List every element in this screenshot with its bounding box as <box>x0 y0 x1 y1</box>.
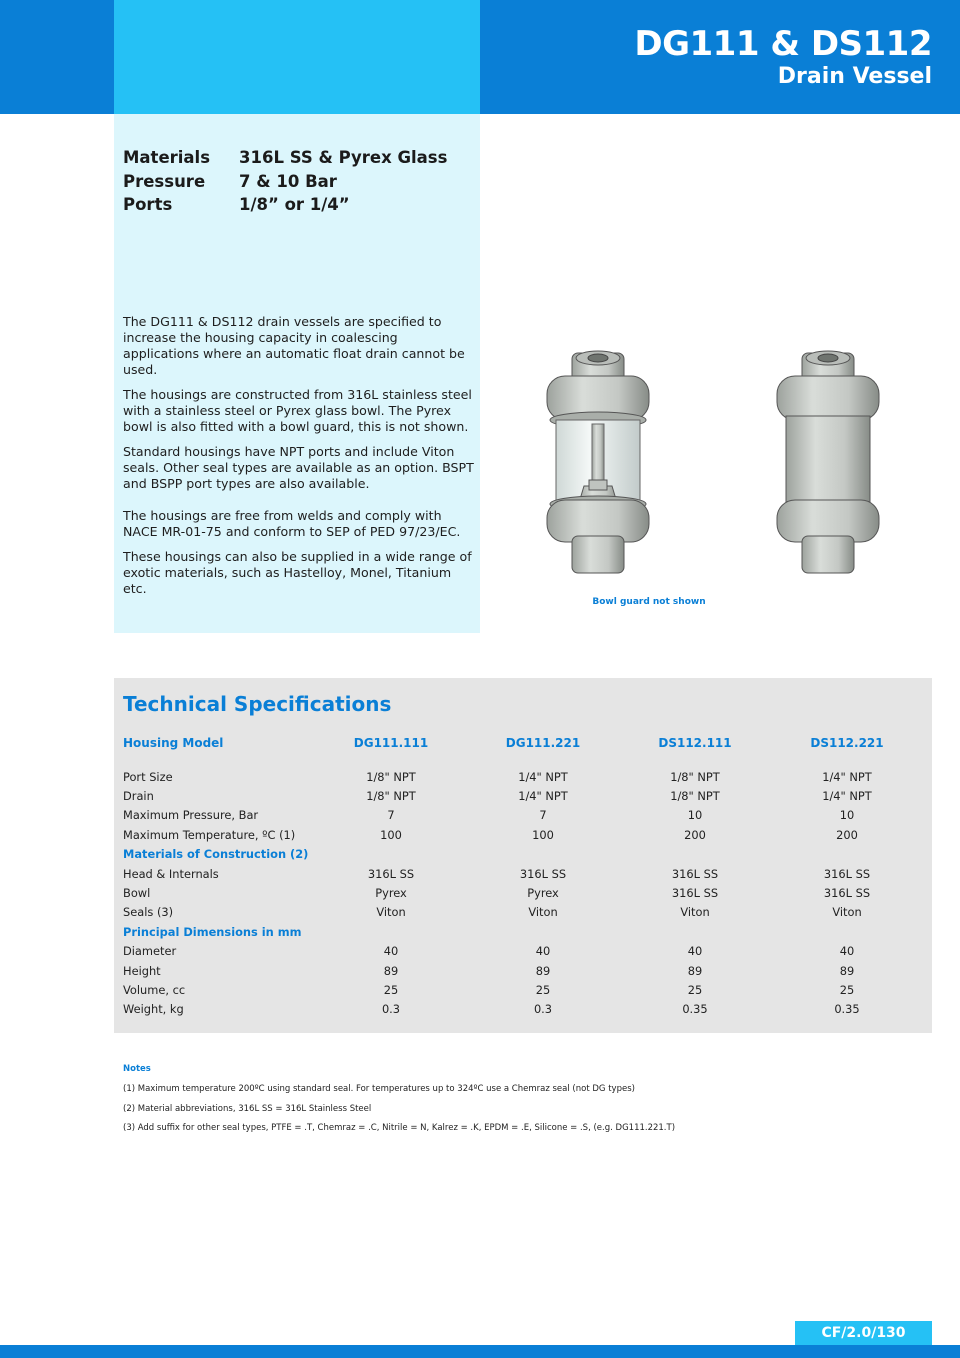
table-cell: 89 <box>687 963 703 978</box>
spec-row-materials <box>123 146 447 170</box>
table-cell: 316L SS <box>671 886 719 901</box>
spec-row-ports <box>123 193 447 217</box>
ds112-vessel-drawing <box>777 351 879 573</box>
table-row <box>123 942 923 961</box>
table-row <box>123 980 923 999</box>
header-band-light <box>114 0 480 114</box>
table-cell: 10 <box>839 808 855 823</box>
table-cell: 1/4" NPT <box>822 769 872 784</box>
table-cell: 316L SS <box>671 866 719 881</box>
column-header: DG111.111 <box>353 736 429 750</box>
note-item: (2) Material abbreviations, 316L SS = 316L Stainless Steel <box>123 1103 372 1114</box>
notes-title: Notes <box>123 1064 151 1074</box>
table-cell: Viton <box>528 905 558 920</box>
table-cell: 40 <box>383 944 399 959</box>
footer-bar <box>0 1345 960 1358</box>
row-label: Weight, kg <box>123 1002 184 1017</box>
table-cell: 10 <box>687 808 703 823</box>
table-cell: 89 <box>839 963 855 978</box>
intro-text <box>123 314 475 606</box>
notes <box>123 1064 923 1143</box>
spec-value: 316L SS & Pyrex Glass <box>239 148 448 167</box>
table-cell: Viton <box>832 905 862 920</box>
column-header: DG111.221 <box>505 736 581 750</box>
table-cell: 1/8" NPT <box>366 769 416 784</box>
table-cell: 316L SS <box>367 866 415 881</box>
tech-specs-table <box>123 733 923 1019</box>
table-cell: 0.3 <box>533 1002 553 1017</box>
key-specs <box>123 146 447 217</box>
spec-label: Pressure <box>123 171 206 191</box>
table-row <box>123 903 923 922</box>
table-cell: 40 <box>839 944 855 959</box>
table-cell: 1/8" NPT <box>670 789 720 804</box>
table-row <box>123 825 923 844</box>
table-cell: 1/4" NPT <box>518 769 568 784</box>
table-cell: Pyrex <box>375 886 407 901</box>
table-cell: 89 <box>383 963 399 978</box>
spec-row-pressure <box>123 170 447 194</box>
intro-paragraph: Standard housings have NPT ports and include Viton seals. Other seal types are available as an option. BSPT and BSPP port types are also available. <box>123 444 474 491</box>
table-cell: 25 <box>839 982 855 997</box>
spacer-row <box>123 753 923 767</box>
column-header: DS112.221 <box>810 736 884 750</box>
table-cell: 0.35 <box>834 1002 860 1017</box>
spec-label: Materials <box>123 148 211 167</box>
spec-value: 7 & 10 Bar <box>239 171 337 191</box>
materials-rows <box>123 864 923 922</box>
section-row-dimensions <box>123 922 923 941</box>
row-label: Maximum Pressure, Bar <box>123 808 259 823</box>
section-row-materials <box>123 845 923 864</box>
table-cell: 100 <box>532 827 554 842</box>
row-label: Bowl <box>123 886 151 901</box>
table-cell: 0.3 <box>381 1002 401 1017</box>
general-rows <box>123 767 923 845</box>
row-label: Head & Internals <box>123 866 219 881</box>
table-row <box>123 864 923 883</box>
table-cell: 100 <box>380 827 402 842</box>
table-cell: 25 <box>535 982 551 997</box>
product-illustration <box>530 340 900 585</box>
row-label: Diameter <box>123 944 177 959</box>
table-cell: Pyrex <box>527 886 559 901</box>
table-cell: 25 <box>687 982 703 997</box>
table-cell: 40 <box>687 944 703 959</box>
row-label: Volume, cc <box>123 982 186 997</box>
table-row <box>123 1000 923 1019</box>
dg111-vessel-drawing <box>547 351 649 573</box>
dimension-rows <box>123 942 923 1020</box>
row-label: Maximum Temperature, ºC (1) <box>123 827 296 842</box>
table-row <box>123 786 923 805</box>
table-cell: Viton <box>376 905 406 920</box>
intro-paragraph: The DG111 & DS112 drain vessels are specified to increase the housing capacity in coalescing applications where an automatic float drain cannot be used. <box>123 314 465 377</box>
table-cell: 7 <box>387 808 395 823</box>
table-cell: 0.35 <box>682 1002 708 1017</box>
table-cell: 316L SS <box>823 866 871 881</box>
table-cell: 1/8" NPT <box>366 789 416 804</box>
row-label: Seals (3) <box>123 905 174 920</box>
page-title: DG111 & DS112 <box>634 24 932 64</box>
table-header-row <box>123 733 923 753</box>
table-row <box>123 883 923 902</box>
intro-paragraph: The housings are free from welds and comply with NACE MR-01-75 and conform to SEP of PED 97/23/EC. <box>123 508 461 539</box>
table-row <box>123 961 923 980</box>
tech-specs-title: Technical Specifications <box>123 692 392 716</box>
table-cell: 316L SS <box>519 866 567 881</box>
spec-label: Ports <box>123 195 173 214</box>
row-label: Port Size <box>123 769 173 784</box>
table-cell: 25 <box>383 982 399 997</box>
table-cell: 1/8" NPT <box>670 769 720 784</box>
figure-caption: Bowl guard not shown <box>592 597 706 607</box>
table-cell: 1/4" NPT <box>518 789 568 804</box>
table-cell: 200 <box>836 827 858 842</box>
row-label: Drain <box>123 789 154 804</box>
section-heading: Principal Dimensions in mm <box>123 924 302 939</box>
tech-specs-panel <box>114 678 932 1033</box>
table-cell: 1/4" NPT <box>822 789 872 804</box>
column-header: DS112.111 <box>658 736 732 750</box>
table-cell: 200 <box>684 827 706 842</box>
intro-paragraph: These housings can also be supplied in a wide range of exotic materials, such as Hastelloy, Monel, Titanium etc. <box>123 549 472 596</box>
page-subtitle: Drain Vessel <box>777 64 932 89</box>
table-cell: 89 <box>535 963 551 978</box>
row-label: Height <box>123 963 161 978</box>
table-cell: 40 <box>535 944 551 959</box>
table-cell: 316L SS <box>823 886 871 901</box>
intro-paragraph: The housings are constructed from 316L stainless steel with a stainless steel or Pyrex glass bowl. The Pyrex bowl is also fitted with a bowl guard, this is not shown. <box>123 387 472 434</box>
table-row <box>123 806 923 825</box>
spec-value: 1/8” or 1/4” <box>239 195 350 214</box>
section-heading: Materials of Construction (2) <box>123 847 309 862</box>
table-cell: 7 <box>539 808 547 823</box>
header-band-right <box>480 0 960 114</box>
table-cell: Viton <box>680 905 710 920</box>
table-row <box>123 767 923 786</box>
document-code: CF/2.0/130 <box>795 1321 932 1345</box>
note-item: (1) Maximum temperature 200ºC using standard seal. For temperatures up to 324ºC use a Chemraz seal (not DG types) <box>123 1084 635 1094</box>
header-band-left <box>0 0 114 114</box>
note-item: (3) Add suffix for other seal types, PTFE = .T, Chemraz = .C, Nitrile = N, Kalrez = .K, EPDM = .E, Silicone = .S, (e.g. DG111.221.T) <box>123 1123 676 1133</box>
column-header: Housing Model <box>123 736 224 750</box>
